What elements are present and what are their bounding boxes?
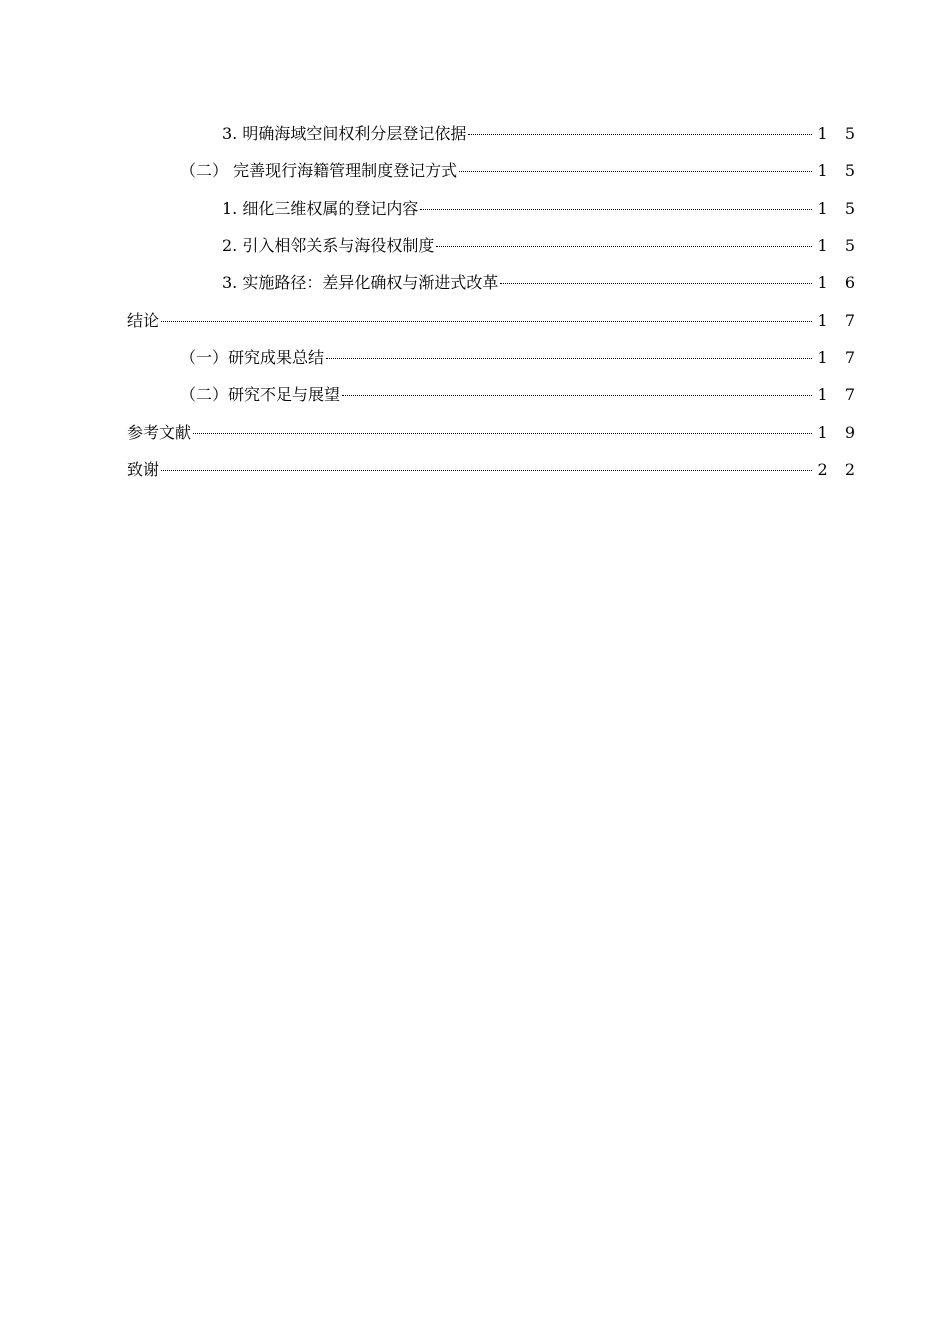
toc-page-number: 2 2	[817, 460, 861, 479]
toc-entry-label: 2. 引入相邻关系与海役权制度	[222, 236, 435, 255]
toc-entry[interactable]	[222, 122, 861, 146]
toc-entry-label: 致谢	[127, 460, 160, 479]
toc-entry-label: 1. 细化三维权属的登记内容	[222, 199, 419, 218]
toc-dot-leader	[436, 246, 811, 247]
toc-entry-label: 参考文献	[127, 423, 192, 442]
toc-entry[interactable]	[180, 383, 861, 407]
toc-entry-label: 3. 明确海域空间权利分层登记依据	[222, 124, 467, 143]
toc-page-number: 1 5	[817, 199, 861, 218]
toc-entry[interactable]	[222, 197, 861, 221]
toc-page-number: 1 6	[817, 273, 861, 292]
toc-dot-leader	[459, 171, 811, 172]
toc-entry[interactable]	[127, 421, 861, 445]
toc-entry[interactable]	[127, 309, 861, 333]
toc-page-number: 1 7	[817, 311, 861, 330]
toc-dot-leader	[326, 358, 812, 359]
toc-entry[interactable]	[127, 458, 861, 482]
toc-dot-leader	[342, 395, 812, 396]
toc-page-number: 1 7	[817, 348, 861, 367]
toc-dot-leader	[500, 283, 811, 284]
toc-page-number: 1 5	[817, 236, 861, 255]
toc-dot-leader	[161, 470, 812, 471]
toc-entry-label: 3. 实施路径：差异化确权与渐进式改革	[222, 273, 499, 292]
toc-page-number: 1 5	[817, 124, 861, 143]
toc-entry[interactable]	[180, 346, 861, 370]
toc-entry-label: （二） 完善现行海籍管理制度登记方式	[180, 161, 458, 180]
toc-dot-leader	[161, 321, 812, 322]
toc-entry[interactable]	[180, 159, 861, 183]
toc-entry[interactable]	[222, 271, 861, 295]
toc-entry-label: （二）研究不足与展望	[180, 385, 341, 404]
toc-page-number: 1 7	[817, 385, 861, 404]
toc-dot-leader	[420, 209, 811, 210]
toc-dot-leader	[468, 134, 811, 135]
toc-page-number: 1 9	[817, 423, 861, 442]
toc-dot-leader	[193, 433, 812, 434]
toc-entry-label: 结论	[127, 311, 160, 330]
toc-entry-label: （一）研究成果总结	[180, 348, 325, 367]
toc-page-number: 1 5	[817, 161, 861, 180]
toc-entry[interactable]	[222, 234, 861, 258]
